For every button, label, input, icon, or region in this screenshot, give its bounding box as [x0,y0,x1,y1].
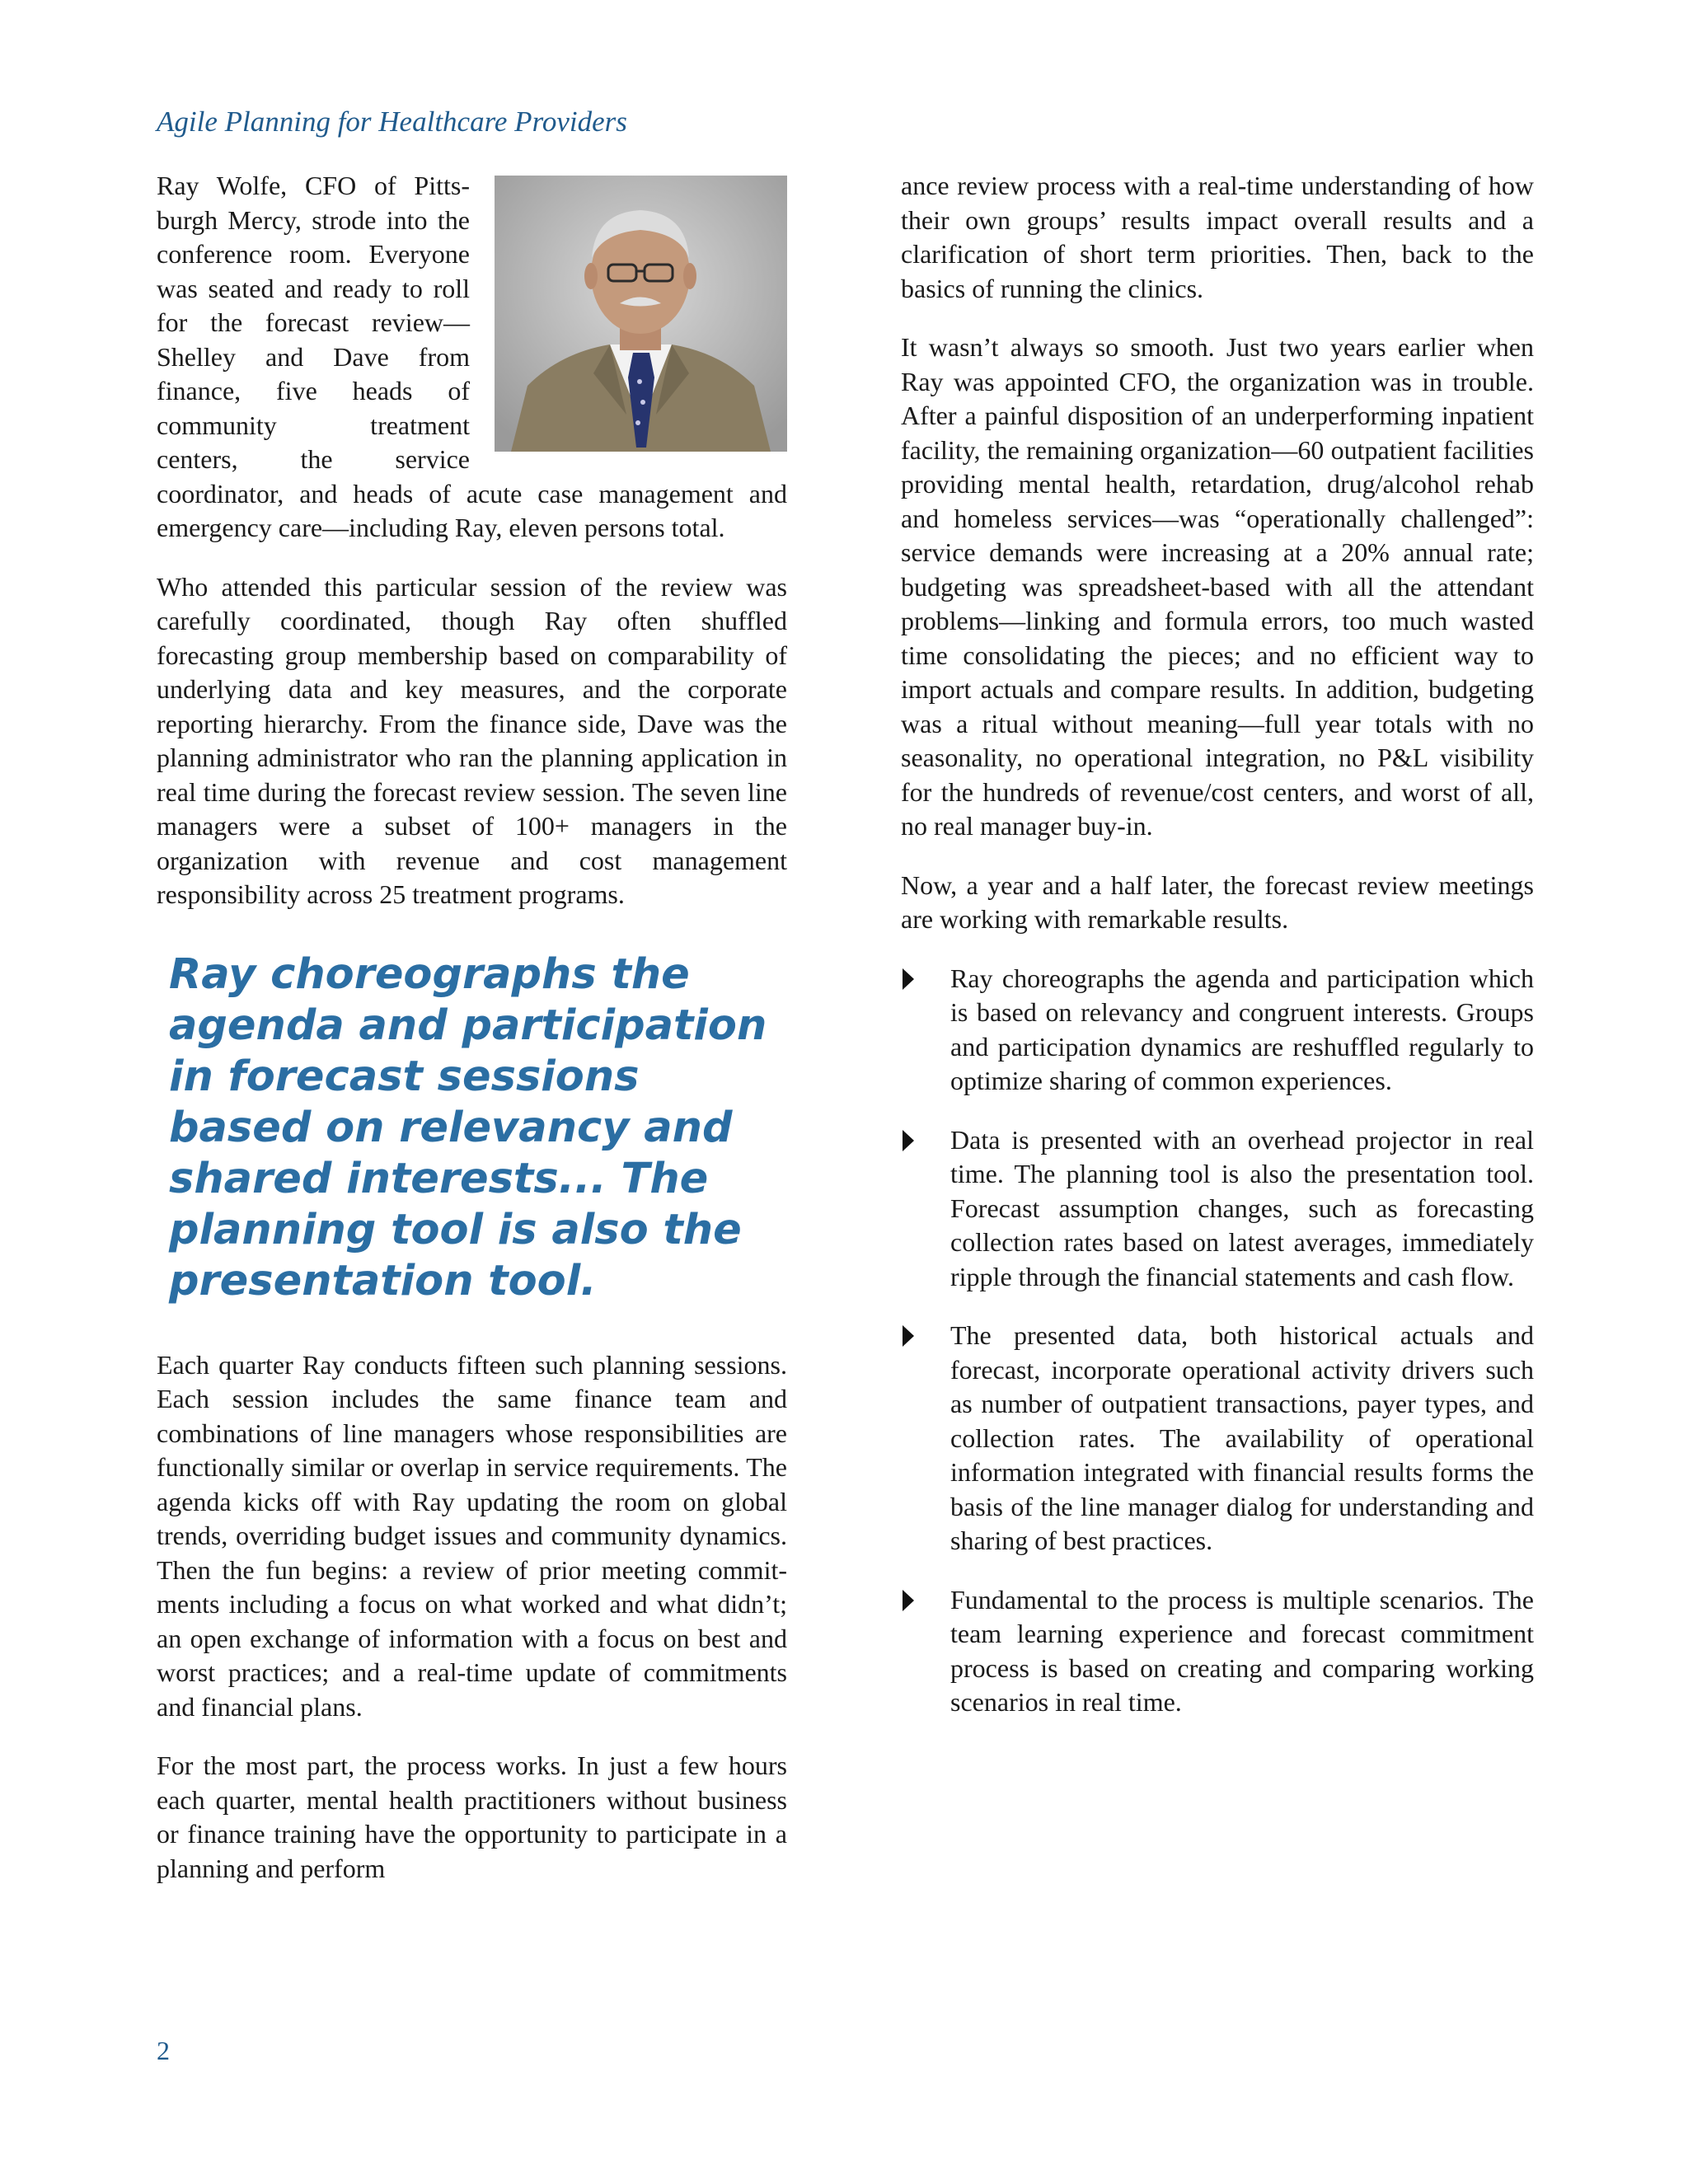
bullet-arrow-icon [903,968,914,990]
bullet-item [901,962,1534,1099]
bullet-arrow-icon [903,1325,914,1347]
continued-paragraph: ance review process with a real-time understanding of how their own groups’ results impact overall results and a clarification of short term priorities. Then, back to the basics of running the clinics. [901,171,1534,303]
portrait-photo [495,176,787,452]
process-works-paragraph: For the most part, the process works. In just a few hours each quarter, mental health practitioners without business or finance training have the opportunity to participate in a planning and perform [157,1750,787,1883]
left-column [157,169,787,1910]
portrait-illustration [495,176,787,452]
page-number: 2 [157,2036,170,2065]
bullet-text: Fundamental to the process is multiple scenarios. The team learning experience and forecast commitment process is based on creating and comparing working scenarios in real time. [950,1584,1534,1717]
running-title: Agile Planning for Healthcare Providers [157,105,627,138]
pull-quote: Ray choreographs the agenda and participation in forecast sessions based on relevancy and shared interests... The planning tool is also the presentation tool. [169,949,767,1305]
bullet-arrow-icon [903,1590,914,1611]
results-intro-paragraph: Now, a year and a half later, the forecast review meetings are working with remarkable results. [901,869,1534,934]
bullet-item [901,1123,1534,1295]
bullet-item [901,1319,1534,1558]
attendance-paragraph: Who attended this particular session of the review was carefully coordinated, though Ray often shuffled forecasting group membership based on comparability of underlying data and key measures, and the corporate reporting hierarchy. From the finance side, Dave was the planning administrator who ran the planning application in real time during the forecast review session. The seven line managers were a subset of 100+ managers in the organization with revenue and cost management responsibility across 25 treatment programs. [157,571,787,909]
bullet-text: Data is presented with an overhead projector in real time. The planning tool is also the presentation tool. Forecast assumption changes, such as forecasting collection rates based on latest averages, immediately ripple through the financial statements and cash flow. [950,1124,1534,1291]
bullet-arrow-icon [903,1130,914,1151]
intro-paragraph: Ray Wolfe, CFO of Pittsburgh Mercy, strode into the conference room. Everyone was seated and ready to roll for the forecast review—Shelley and Dave from finance, five heads of community treatment centers, the service coordinator, and heads of acute case management and emergency care—including Ray, eleven persons total. [157,171,787,542]
quarterly-sessions-paragraph: Each quarter Ray conducts fifteen such planning sessions. Each session includes the same finance team and combinations of line managers whose responsibilities are functionally similar or overlap in service requirements. The agenda kicks off with Ray updating the room on global trends, overriding budget issues and community dynamics. Then the fun begins: a review of prior meeting commitments including a focus on what worked and what didn’t; an open exchange of information with a focus on best and worst practices; and a real-time update of commitments and financial plans. [157,1349,787,1722]
history-paragraph: It wasn’t always so smooth. Just two years earlier when Ray was appointed CFO, the organization was in trouble. After a painful disposition of an underperforming inpatient facility, the remaining organization—60 outpatient facilities providing mental health, retardation, drug/alcohol rehab and homeless services—was “operationally challenged”: service demands were increasing at a 20% annual rate; budgeting was spreadsheet-based with all the attendant problems—linking and formula errors, too much wasted time consolidating the pieces; and no efficient way to import actuals and compare results. In addition, budgeting was a ritual without meaning—full year totals with no seasonality, no operational integration, no P&L visibility for the hundreds of revenue/cost centers, and worst of all, no real manager buy-in. [901,332,1534,841]
bullet-text: The presented data, both historical actuals and forecast, incorporate operational activity drivers such as number of outpatient transactions, payer types, and collection rates. The availability of operational information integrated with financial results forms the basis of the line manager dialog for understanding and sharing of best practices. [950,1320,1534,1555]
bullet-text: Ray choreographs the agenda and participation which is based on relevancy and congruent interests. Groups and participation dynamics are reshuffled regularly to optimize sharing of common experiences. [950,963,1534,1095]
right-column [901,169,1534,1745]
bullet-item [901,1583,1534,1720]
results-bullet-list [901,962,1534,1720]
